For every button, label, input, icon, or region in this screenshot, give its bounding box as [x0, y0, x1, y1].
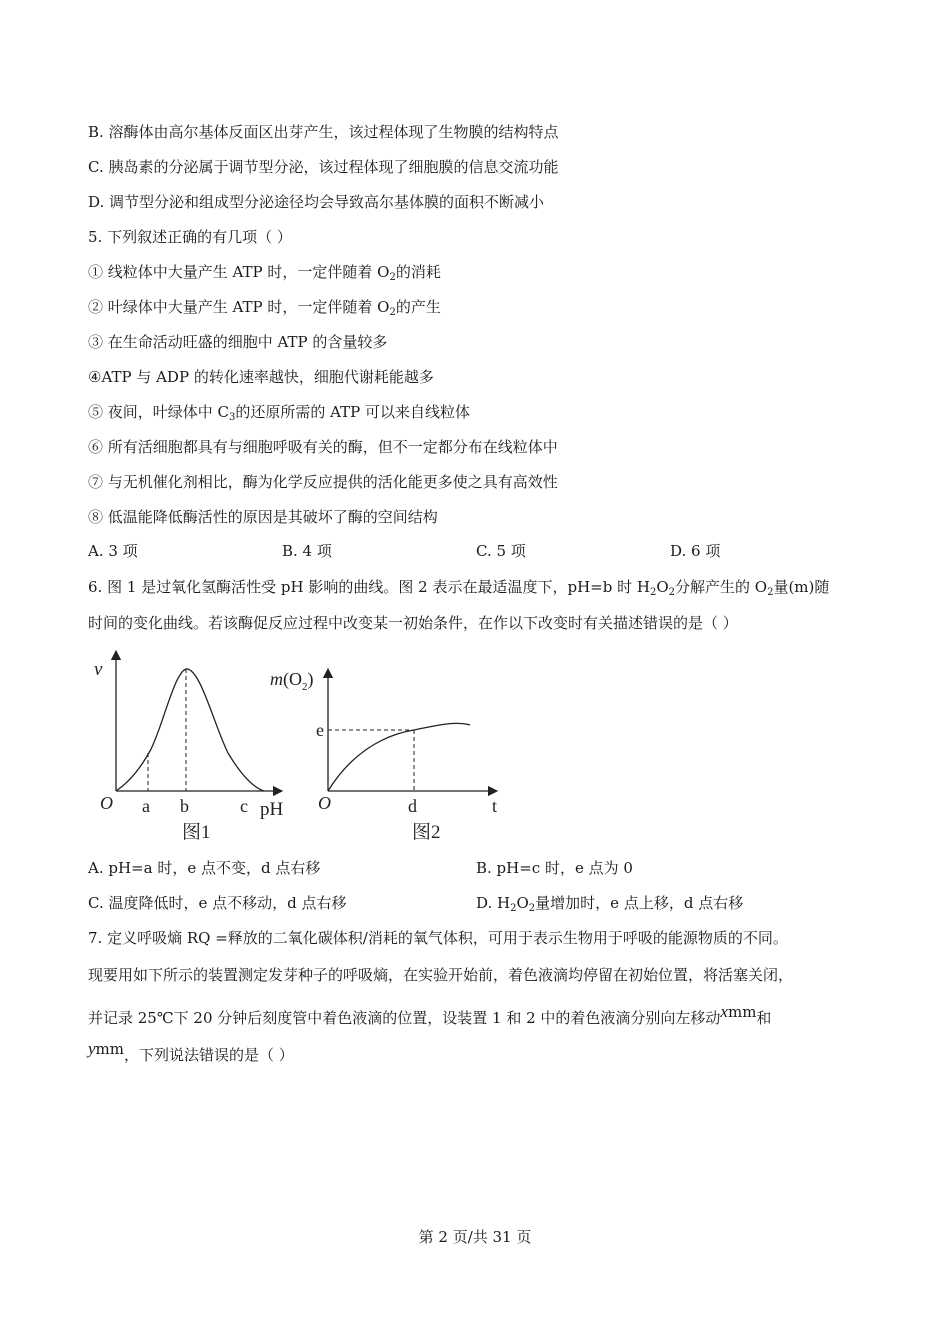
q6-option-c: C. 温度降低时，e 点不移动，d 点右移: [88, 894, 347, 912]
q4-option-d: D. 调节型分泌和组成型分泌途径均会导致高尔基体膜的面积不断减小: [88, 193, 545, 211]
q6-option-d: D. $H_2O_2$量增加时，e 点上移，d 点右移: [476, 894, 744, 914]
fig1-caption: 图1: [182, 822, 211, 843]
fig1-y-label: v: [94, 659, 103, 680]
fig2-y-label: $m(O_2)$: [270, 669, 314, 693]
q5-statement-6: ⑥ 所有活细胞都具有与细胞呼吸有关的酶，但不一定都分布在线粒体中: [88, 438, 558, 456]
q6-option-a: A. pH=a 时，e 点不变，d 点右移: [88, 859, 321, 877]
q5-statement-7: ⑦ 与无机催化剂相比，酶为化学反应提供的活化能更多使之具有高效性: [88, 473, 558, 491]
fig2-x-label: t: [492, 796, 498, 816]
q7-line2: 现要用如下所示的装置测定发芽种子的呼吸熵，在实验开始前，着色液滴均停留在初始位置，将活塞关闭，: [88, 966, 794, 984]
q7-line4: ymm，下列说法错误的是（ ）: [88, 1039, 294, 1064]
q5-statement-3: ③ 在生命活动旺盛的细胞中 ATP 的含量较多: [88, 333, 388, 351]
figure-1: [94, 655, 284, 843]
fig1-x-label: pH: [260, 799, 284, 820]
q6-option-b: B. pH=c 时，e 点为 0: [476, 859, 633, 877]
q4-option-b: B. 溶酶体由高尔基体反面区出芽产生，该过程体现了生物膜的结构特点: [88, 123, 559, 141]
q5-option-a: A. 3 项: [88, 542, 138, 560]
q4-option-c: C. 胰岛素的分泌属于调节型分泌，该过程体现了细胞膜的信息交流功能: [88, 158, 559, 176]
q5-statement-8: ⑧ 低温能降低酶活性的原因是其破坏了酶的空间结构: [88, 508, 438, 526]
fig1-origin: O: [100, 793, 113, 813]
fig2-e-label: e: [316, 720, 324, 740]
fig2-tick-d: d: [408, 796, 417, 816]
q5-statement-1: ① 线粒体中大量产生 ATP 时，一定伴随着 $O_2$的消耗: [88, 263, 441, 283]
q6-stem-line1: 6. 图 1 是过氧化氢酶活性受 pH 影响的曲线。图 2 表示在最适温度下，pH=b 时 $H_2O_2$分解产生的 $O_2$量(m)随: [88, 578, 830, 598]
q5-statement-4: ④ATP 与 ADP 的转化速率越快，细胞代谢耗能越多: [88, 368, 434, 386]
q6-stem-line2: 时间的变化曲线。若该酶促反应过程中改变某一初始条件，在作以下改变时有关描述错误的是（ ）: [88, 614, 738, 632]
fig1-curve: [116, 669, 264, 791]
fig1-tick-c: c: [240, 796, 248, 816]
fig2-origin: O: [318, 793, 331, 813]
figure-2: [270, 669, 497, 843]
fig2-curve: [328, 723, 470, 791]
q5-option-b: B. 4 项: [282, 542, 332, 560]
q5-option-d: D. 6 项: [670, 542, 721, 560]
q5-stem: 5. 下列叙述正确的有几项（ ）: [88, 228, 292, 246]
q5-option-c: C. 5 项: [476, 542, 526, 560]
q6-figures: [88, 645, 528, 850]
q7-line3: 并记录 25℃下 20 分钟后刻度管中着色液滴的位置，设装置 1 和 2 中的着色液滴分别向左移动xmm和: [88, 1002, 772, 1027]
fig1-tick-b: b: [180, 796, 189, 816]
page-footer: 第 2 页/共 31 页: [418, 1228, 532, 1246]
fig1-tick-a: a: [142, 796, 150, 816]
fig2-caption: 图2: [412, 822, 441, 843]
q5-statement-2: ② 叶绿体中大量产生 ATP 时，一定伴随着 $O_2$的产生: [88, 298, 441, 318]
q7-line1: 7. 定义呼吸熵 RQ =释放的二氧化碳体积/消耗的氧气体积，可用于表示生物用于呼吸的能源物质的不同。: [88, 929, 788, 947]
q5-statement-5: ⑤ 夜间，叶绿体中 $C_3$的还原所需的 ATP 可以来自线粒体: [88, 403, 471, 423]
